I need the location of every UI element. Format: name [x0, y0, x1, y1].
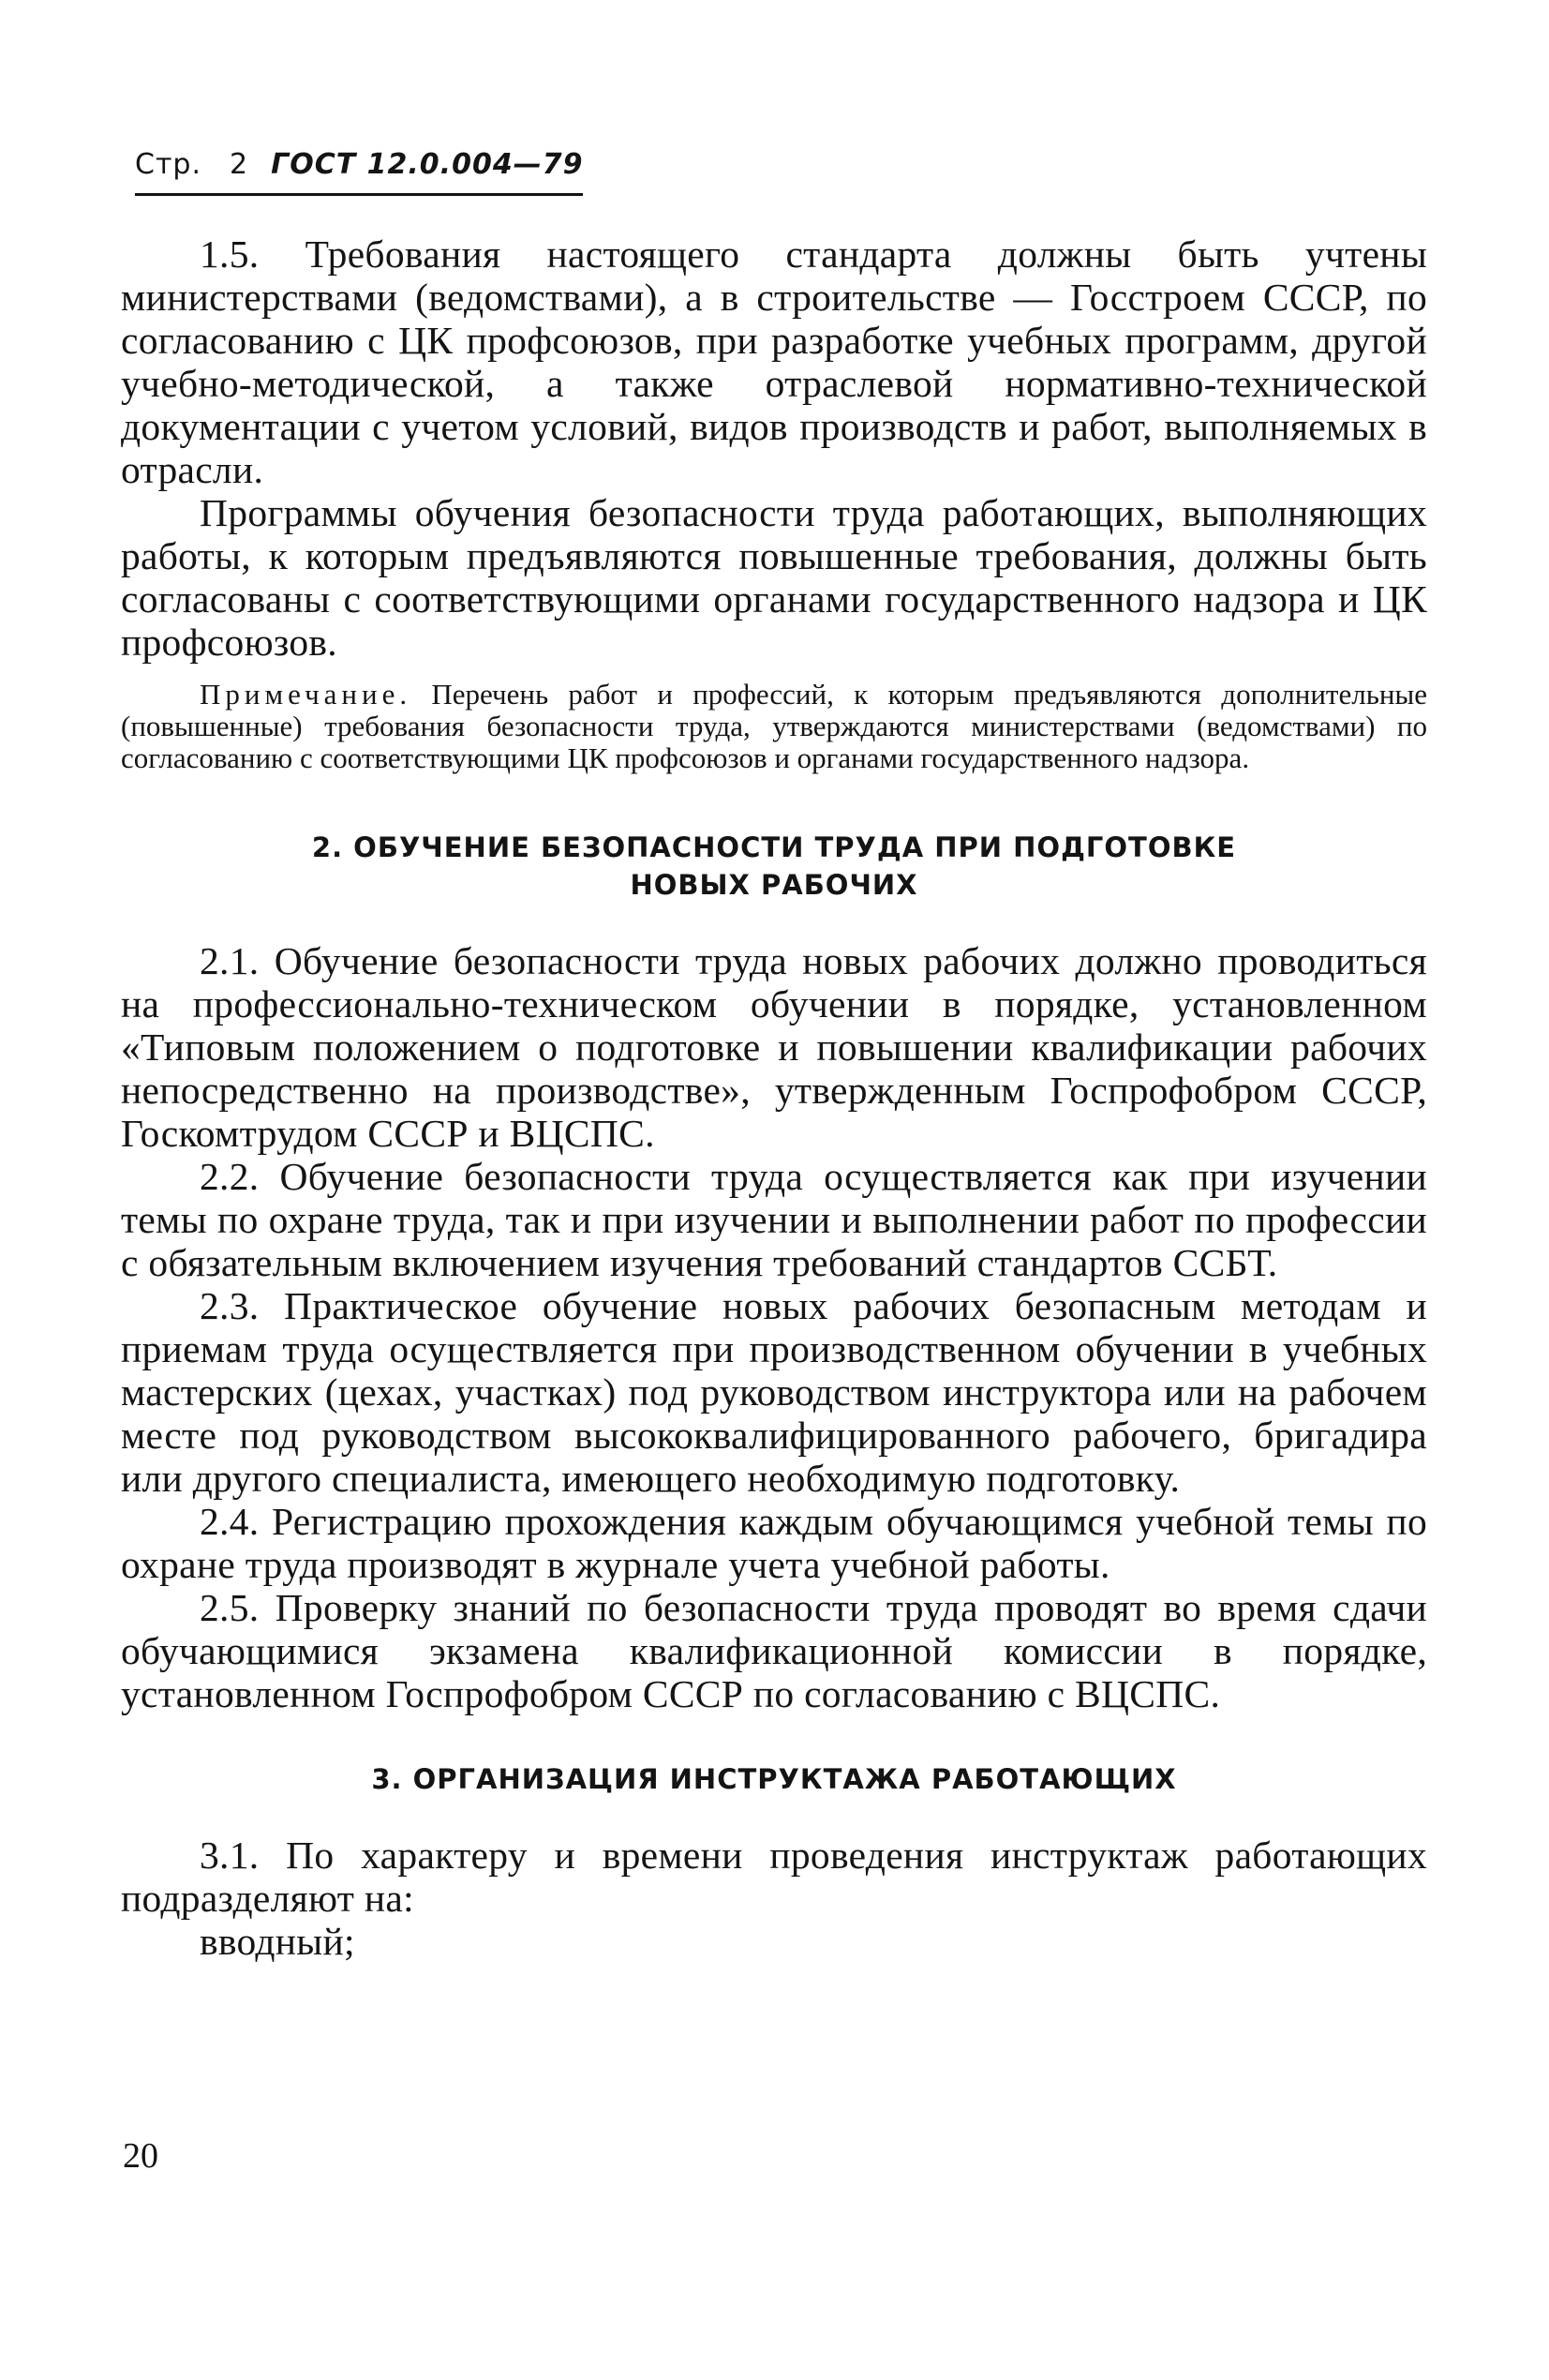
paragraph-2-3: 2.3. Практическое обучение новых рабочих безопасным методам и приемам труда осуществляется при производственном обучении в учебных мастерских (цехах, участках) под руководством инструктора или на рабочем месте под руководством высококвалифицированного рабочего, бригадира или другого специалиста, имеющего необходимую подготовку.	[121, 1284, 1427, 1500]
paragraph-1-5: 1.5. Требования настоящего стандарта должны быть учтены министерствами (ведомствами), а в строительстве — Госстроем СССР, по согласованию с ЦК профсоюзов, при разработке учебных программ, другой учебно-методической, а также отраслевой нормативно-технической документации с учетом условий, видов производств и работ, выполняемых в отрасли.	[121, 232, 1427, 491]
paragraph-programs: Программы обучения безопасности труда работающих, выполняющих работы, к которым предъявляются повышенные требования, должны быть согласованы с соответствующими органами государственного надзора и ЦК профсоюзов.	[121, 491, 1427, 664]
header-page-number: 2	[230, 148, 249, 181]
page-number: 20	[123, 2136, 158, 2176]
list-item-vvodny: вводный;	[200, 1920, 355, 1963]
note-label: Примечание.	[200, 678, 412, 711]
page-label: Стр.	[135, 148, 202, 181]
note-text: Перечень работ и профессий, к которым предъявляются дополнительные (повышенные) требования безопасности труда, утверждаются министерствами (ведомствами) по согласованию с соответствующими ЦК профсоюзов и органами государственного надзора.	[121, 678, 1428, 774]
note	[121, 679, 1427, 774]
section-2-heading-line-2: НОВЫХ РАБОЧИХ	[630, 869, 918, 901]
paragraph-2-5: 2.5. Проверку знаний по безопасности труда проводят во время сдачи обучающимися экзамена квалификационной комиссии в порядке, установленном Госпрофобром СССР по согласованию с ВЦСПС.	[121, 1586, 1427, 1715]
paragraph-2-2: 2.2. Обучение безопасности труда осуществляется как при изучении темы по охране труда, так и при изучении и выполнении работ по профессии с обязательным включением изучения требований стандартов ССБТ.	[121, 1155, 1427, 1284]
standard-number: ГОСТ 12.0.004—79	[271, 148, 584, 181]
running-header	[135, 148, 583, 181]
paragraph-2-1: 2.1. Обучение безопасности труда новых рабочих должно проводиться на профессионально-техническом обучении в порядке, установленном «Типовым положением о подготовке и повышении квалификации рабочих непосредственно на производстве», утвержденным Госпрофобром СССР, Госкомтрудом СССР и ВЦСПС.	[121, 939, 1427, 1155]
header-rule	[135, 193, 583, 196]
document-body	[121, 232, 1427, 1963]
section-2-heading-line-1: 2. ОБУЧЕНИЕ БЕЗОПАСНОСТИ ТРУДА ПРИ ПОДГОТОВКЕ	[311, 831, 1237, 863]
section-3-heading: 3. ОРГАНИЗАЦИЯ ИНСТРУКТАЖА РАБОТАЮЩИХ	[371, 1763, 1177, 1795]
paragraph-2-4: 2.4. Регистрацию прохождения каждым обучающимся учебной темы по охране труда производят в журнале учета учебной работы.	[121, 1500, 1427, 1586]
paragraph-3-1: 3.1. По характеру и времени проведения инструктаж работающих подразделяют на:	[121, 1834, 1427, 1920]
section-2-heading	[121, 829, 1427, 904]
